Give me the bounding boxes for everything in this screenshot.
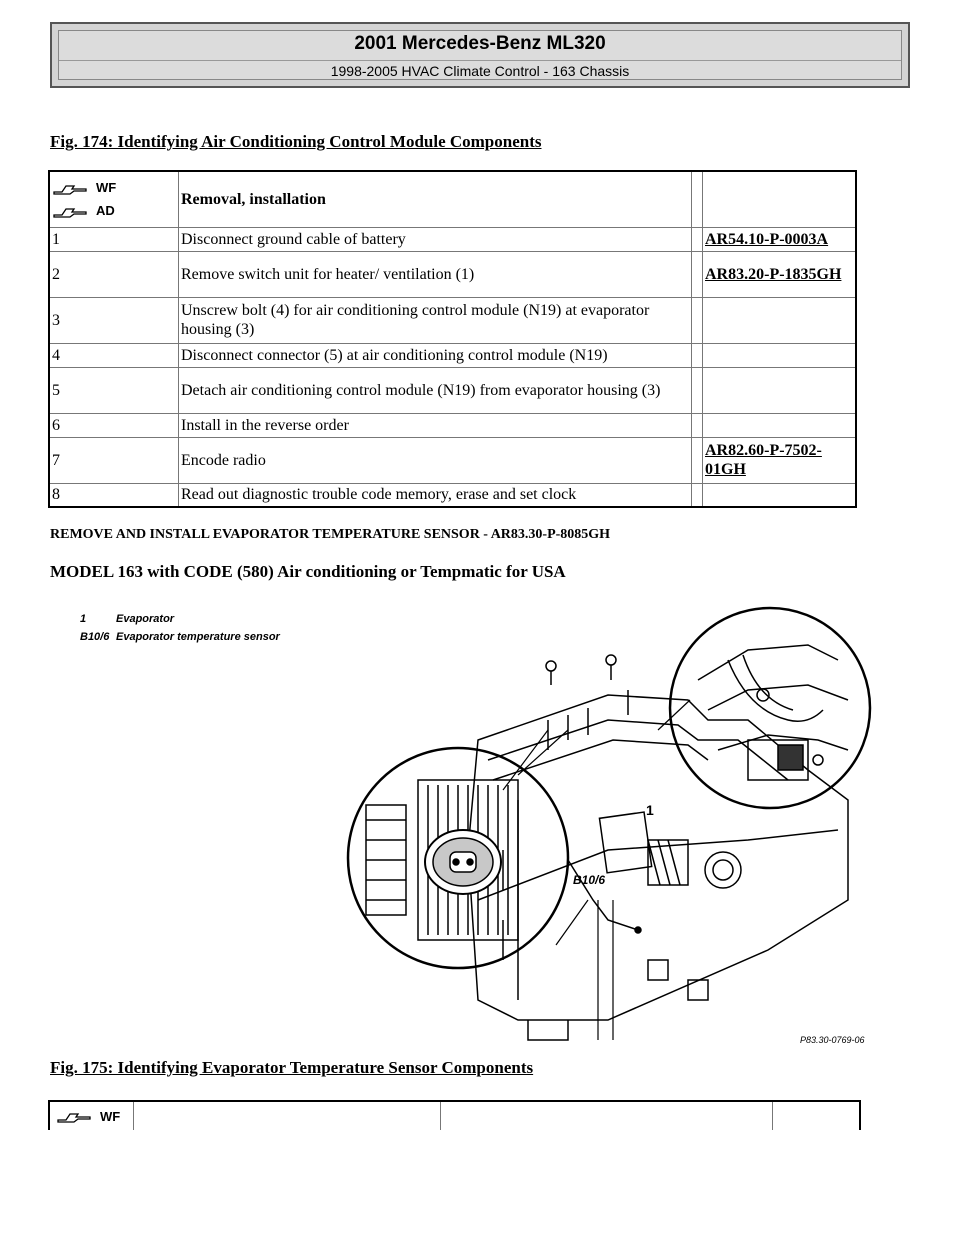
step-number: 8 <box>49 483 179 507</box>
reference-link[interactable]: AR54.10-P-0003A <box>703 227 857 251</box>
reference-cell <box>703 297 857 343</box>
table-row <box>49 343 856 367</box>
section-title: REMOVE AND INSTALL EVAPORATOR TEMPERATURE SENSOR - AR83.30-P-8085GH <box>50 527 611 542</box>
table-row <box>49 251 856 297</box>
callout-b10-6: B10/6 <box>573 873 606 887</box>
step-text: Disconnect ground cable of battery <box>179 227 692 251</box>
model-heading: MODEL 163 with CODE (580) Air conditioning or Tempmatic for USA <box>50 562 566 581</box>
table-row <box>49 483 856 507</box>
table-row <box>49 297 856 343</box>
step-number: 6 <box>49 413 179 437</box>
leader-lines <box>503 700 690 1040</box>
evaporator-housing <box>468 690 848 1040</box>
step-text: Install in the reverse order <box>179 413 692 437</box>
step-number: 1 <box>49 227 179 251</box>
reference-link[interactable]: AR83.20-P-1835GH <box>703 251 857 297</box>
table-row <box>49 227 856 251</box>
screw-icons <box>546 655 616 685</box>
manual-subtitle: 1998-2005 HVAC Climate Control - 163 Chassis <box>330 63 630 79</box>
step-text: Unscrew bolt (4) for air conditioning control module (N19) at evaporator housing (3) <box>179 297 692 343</box>
callout-1: 1 <box>646 802 654 818</box>
step-text: Detach air conditioning control module (N19) from evaporator housing (3) <box>179 367 692 413</box>
figure-174-caption: Fig. 174: Identifying Air Conditioning Control Module Components <box>50 132 542 151</box>
workshop-hand-icon <box>52 203 94 219</box>
detail-circle-sensor <box>348 748 568 968</box>
tool-icon-label: WF <box>100 1108 121 1124</box>
table-header-row <box>49 171 856 227</box>
tool-icons-cell <box>49 171 179 227</box>
step-text: Encode radio <box>179 437 692 483</box>
legend-code-1: 1 <box>80 613 87 625</box>
reference-cell <box>703 413 857 437</box>
step-text: Read out diagnostic trouble code memory, erase and set clock <box>179 483 692 507</box>
vehicle-title: 2001 Mercedes-Benz ML320 <box>354 33 606 54</box>
step-text: Remove switch unit for heater/ ventilation (1) <box>179 251 692 297</box>
tool-icon-ad <box>52 201 176 220</box>
table-row <box>49 437 856 483</box>
header-label: Removal, installation <box>179 171 692 227</box>
header-divider <box>59 60 901 61</box>
table-row <box>49 413 856 437</box>
step-number: 3 <box>49 297 179 343</box>
reference-cell <box>703 343 857 367</box>
evaporator-diagram <box>48 600 878 1050</box>
table-row <box>49 367 856 413</box>
detail-circle-connector <box>670 608 870 808</box>
tool-icon-label: AD <box>96 203 115 219</box>
legend-label-1: Evaporator <box>116 613 175 625</box>
page-header <box>50 22 910 88</box>
next-procedure-table <box>48 1100 861 1130</box>
legend-label-2: Evaporator temperature sensor <box>116 631 280 643</box>
step-number: 4 <box>49 343 179 367</box>
reference-link[interactable]: AR82.60-P-7502-01GH <box>703 437 857 483</box>
workshop-hand-icon <box>56 1108 98 1124</box>
tool-icon-label: WF <box>96 180 117 196</box>
procedure-table <box>48 170 857 508</box>
workshop-hand-icon <box>52 180 94 196</box>
page-header-inner <box>58 30 902 80</box>
tool-icon-wf <box>52 178 176 197</box>
step-number: 7 <box>49 437 179 483</box>
figure-175-caption: Fig. 175: Identifying Evaporator Temperature Sensor Components <box>50 1058 534 1077</box>
tool-icon-wf <box>56 1108 120 1124</box>
legend-code-2: B10/6 <box>80 631 110 643</box>
reference-cell <box>703 483 857 507</box>
image-reference: P83.30-0769-06 <box>800 1035 865 1045</box>
step-number: 2 <box>49 251 179 297</box>
reference-cell <box>703 367 857 413</box>
step-text: Disconnect connector (5) at air conditioning control module (N19) <box>179 343 692 367</box>
step-number: 5 <box>49 367 179 413</box>
